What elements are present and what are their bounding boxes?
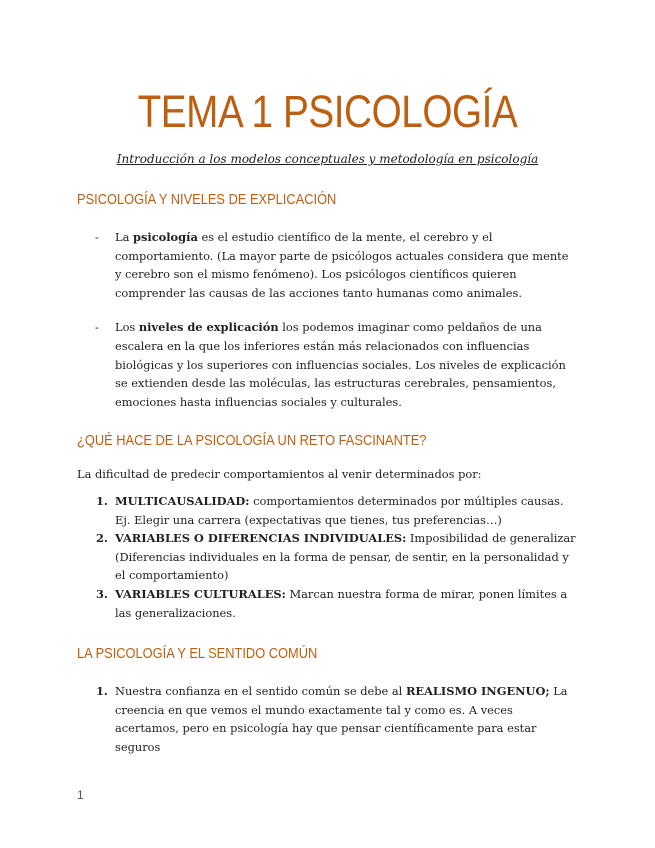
page-number: 1 xyxy=(77,788,84,802)
bullet-list-niveles xyxy=(77,228,578,411)
item-text-before: La xyxy=(115,230,133,244)
item-text-after: Imposibilidad de generalizar (Diferencias individuales en la forma de pensar, de sentir, en la personalidad y el comportamiento) xyxy=(115,531,576,583)
section-intro: La dificultad de predecir comportamientos al venir determinados por: xyxy=(77,467,482,482)
list-number: 1. xyxy=(96,684,108,699)
numbered-list-sentido-comun xyxy=(77,682,578,756)
section-heading-reto: ¿QUÉ HACE DE LA PSICOLOGÍA UN RETO FASCINANTE? xyxy=(77,433,427,450)
dash-bullet: - xyxy=(95,230,99,244)
item-text-before: Nuestra confianza en el sentido común se debe al xyxy=(115,684,406,699)
list-item xyxy=(77,228,578,302)
list-number: 1. xyxy=(96,493,108,508)
list-item xyxy=(77,492,578,529)
item-text-before: Los xyxy=(115,320,139,335)
document-subtitle: Introducción a los modelos conceptuales y metodología en psicología xyxy=(116,152,539,166)
item-term: REALISMO INGENUO; xyxy=(405,684,550,699)
item-text-after: es el estudio científico de la mente, el cerebro y el comportamiento. (La mayor parte de psicólogos actuales considera que mente y cerebro son el mismo fenómeno). Los psicólogos científicos quieren comprender las causas de las acciones tanto humanas como animales. xyxy=(115,230,569,300)
item-term: niveles de explicación xyxy=(138,320,279,335)
list-item xyxy=(77,318,578,411)
list-item xyxy=(77,682,578,756)
item-text-after: comportamientos determinados por múltiples causas. Ej. Elegir una carrera (expectativas que tienes, tus preferencias…) xyxy=(115,493,564,527)
item-text-after: La creencia en que vemos el mundo exactamente tal y como es. A veces acertamos, pero en psicología hay que pensar científicamente para estar seguros xyxy=(115,684,568,754)
list-number: 3. xyxy=(96,586,108,601)
list-number: 2. xyxy=(96,531,108,546)
list-item xyxy=(77,529,578,585)
item-term: VARIABLES CULTURALES: xyxy=(115,586,286,601)
item-text-after: los podemos imaginar como peldaños de una escalera en la que los inferiores están más relacionados con influencias biológicas y los superiores con influencias sociales. Los niveles de explicación se extienden desde las moléculas, las estructuras cerebrales, pensamientos, emociones hasta influencias sociales y culturales. xyxy=(115,320,566,409)
item-term: VARIABLES O DIFERENCIAS INDIVIDUALES: xyxy=(115,531,407,546)
item-term: psicología xyxy=(132,230,198,244)
section-heading-sentido-comun: LA PSICOLOGÍA Y EL SENTIDO COMÚN xyxy=(77,646,318,663)
section-heading-niveles: PSICOLOGÍA Y NIVELES DE EXPLICACIÓN xyxy=(77,192,337,208)
document-title: TEMA 1 PSICOLOGÍA xyxy=(137,86,518,137)
item-term: MULTICAUSALIDAD: xyxy=(115,493,250,508)
numbered-list-reto xyxy=(77,492,578,622)
dash-bullet: - xyxy=(95,320,99,335)
item-text-after: Marcan nuestra forma de mirar, ponen límites a las generalizaciones. xyxy=(115,586,568,620)
list-item xyxy=(77,585,578,622)
